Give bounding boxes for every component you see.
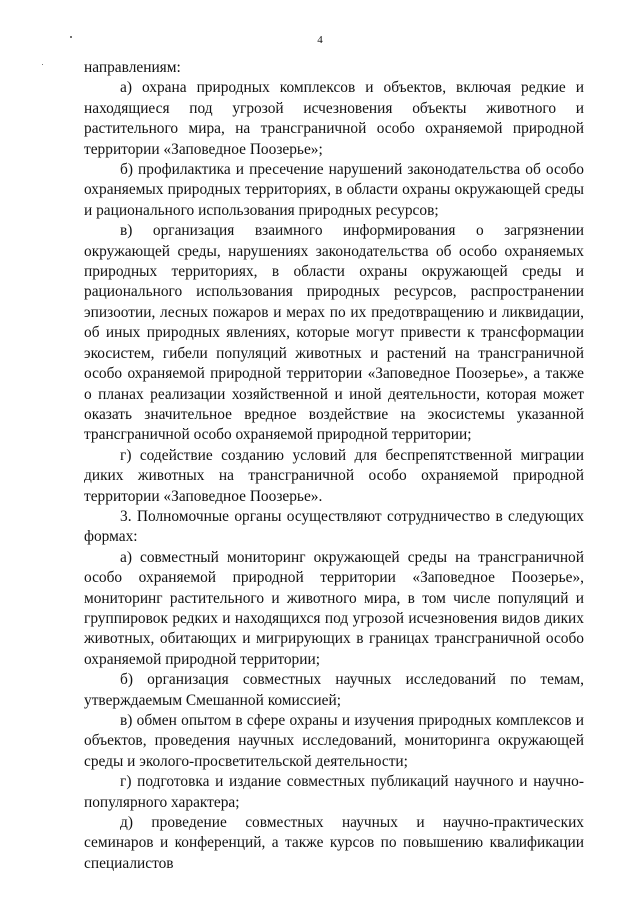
document-body bbox=[84, 58, 584, 874]
paragraph-item-v: в) организация взаимного информирования о загрязнении окружающей среды, нарушениях законодательства об особо охраняемых природных территориях, в области охраны окружающей среды и рационального использования природных ресурсов, распространении эпизоотии, лесных пожаров и мерах по их предотвращению и ликвидации, об иных природных явлениях, которые могут привести к трансформации экосистем, гибели популяций животных и растений на трансграничной особо охраняемой природной территории «Заповедное Поозерье», а также о планах реализации хозяйственной и иной деятельности, которая может оказать значительное вредное воздействие на экосистемы указанной трансграничной особо охраняемой природной территории; bbox=[84, 222, 584, 444]
paragraph-form-b: б) организация совместных научных исследований по темам, утверждаемым Смешанной комиссией; bbox=[84, 671, 584, 709]
page-number: 4 bbox=[317, 34, 323, 46]
paragraph-form-v: в) обмен опытом в сфере охраны и изучения природных комплексов и объектов, проведения научных исследований, мониторинга окружающей среды и эколого-просветительской деятельности; bbox=[84, 712, 584, 770]
paragraph-form-g: г) подготовка и издание совместных публикаций научного и научно-популярного характера; bbox=[84, 773, 584, 811]
paragraph-item-b: б) профилактика и пресечение нарушений законодательства об особо охраняемых природных территориях, в области охраны окружающей среды и рационального использования природных ресурсов; bbox=[84, 161, 584, 219]
paragraph-section-3: 3. Полномочные органы осуществляют сотрудничество в следующих формах: bbox=[84, 507, 584, 546]
scan-speck bbox=[42, 64, 43, 65]
paragraph-form-d: д) проведение совместных научных и научно-практических семинаров и конференций, а также курсов по повышению квалификации специалистов bbox=[84, 814, 584, 872]
paragraph-intro: направлениям: bbox=[84, 59, 181, 76]
paragraph-form-a: а) совместный мониторинг окружающей среды на трансграничной особо охраняемой природной территории «Заповедное Поозерье», мониторинг растительного и животного мира, в том числе популяций и группировок редких и находящихся под угрозой исчезновения видов диких животных, обитающих и мигрирующих в границах трансграничной особо охраняемой природной территории; bbox=[84, 548, 584, 668]
paragraph-item-a: а) охрана природных комплексов и объектов, включая редкие и находящиеся под угрозой исчезновения объекты животного и растительного мира, на трансграничной особо охраняемой природной территории «Заповедное Поозерье»; bbox=[84, 79, 584, 158]
paragraph-item-g: г) содействие созданию условий для беспрепятственной миграции диких животных на трансграничной особо охраняемой природной территории «Заповедное Поозерье». bbox=[84, 446, 584, 505]
